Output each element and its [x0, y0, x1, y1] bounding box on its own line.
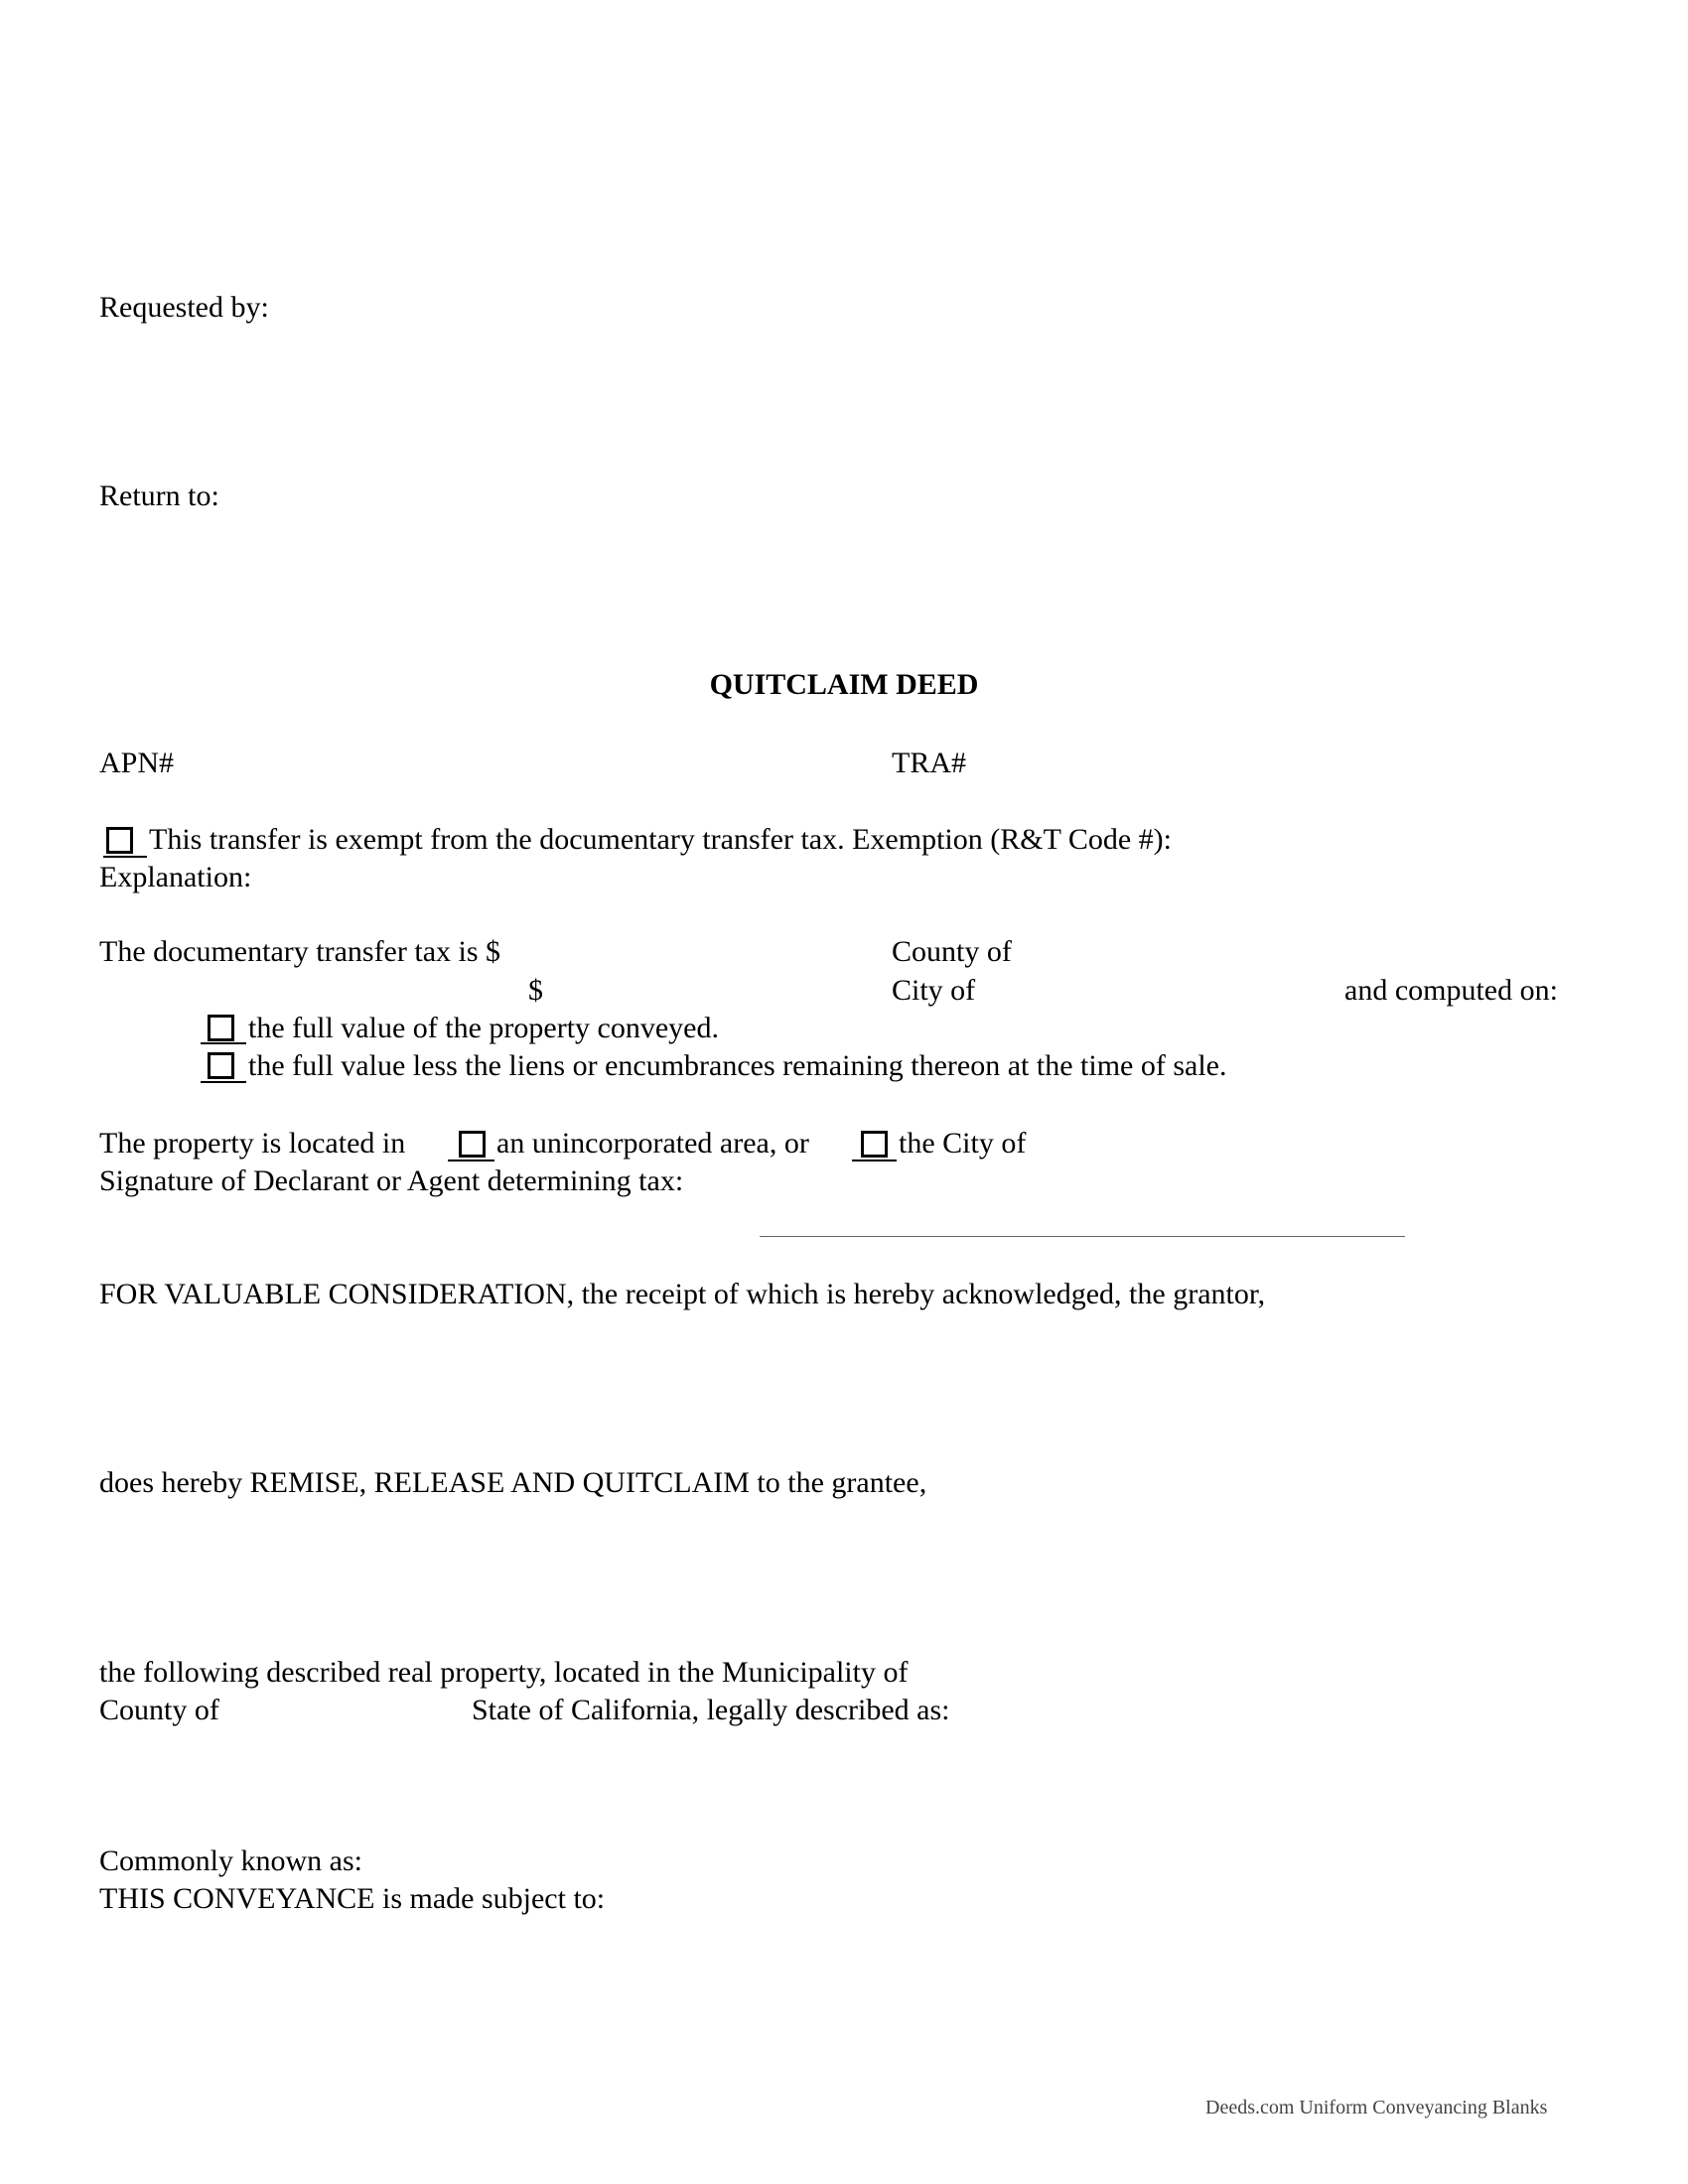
- subject-to-label: THIS CONVEYANCE is made subject to:: [99, 1882, 606, 1915]
- less-liens-checkbox[interactable]: [208, 1052, 234, 1079]
- exemption-text: This transfer is exempt from the documentary transfer tax. Exemption (R&T Code #):: [149, 823, 1173, 856]
- apn-label: APN#: [99, 747, 175, 779]
- city-checkbox[interactable]: [861, 1131, 888, 1158]
- state-text: State of California, legally described as:: [472, 1694, 950, 1726]
- remise-text: does hereby REMISE, RELEASE AND QUITCLAIM to the grantee,: [99, 1466, 927, 1499]
- location-prefix: The property is located in: [99, 1127, 406, 1160]
- city-of-label: City of: [892, 974, 976, 1007]
- less-liens-checkbox-underline: [201, 1081, 246, 1083]
- full-value-option: the full value of the property conveyed.: [248, 1012, 719, 1044]
- requested-by-label: Requested by:: [99, 291, 269, 324]
- property-location-text: the following described real property, located in the Municipality of: [99, 1656, 909, 1689]
- page-title: QUITCLAIM DEED: [709, 668, 979, 701]
- city-checkbox-underline: [852, 1160, 897, 1161]
- property-county-label: County of: [99, 1694, 219, 1726]
- signature-label: Signature of Declarant or Agent determining tax:: [99, 1164, 684, 1197]
- signature-line[interactable]: [760, 1236, 1405, 1237]
- less-liens-option: the full value less the liens or encumbrances remaining thereon at the time of sale.: [248, 1049, 1227, 1082]
- tax-amount-label: The documentary transfer tax is $: [99, 935, 501, 968]
- exemption-checkbox[interactable]: [106, 827, 133, 854]
- unincorporated-option: an unincorporated area, or: [496, 1127, 809, 1160]
- unincorporated-checkbox[interactable]: [459, 1131, 486, 1158]
- full-value-checkbox[interactable]: [208, 1015, 234, 1041]
- exemption-checkbox-underline: [103, 856, 147, 858]
- county-of-label: County of: [892, 935, 1012, 968]
- unincorporated-checkbox-underline: [448, 1160, 494, 1161]
- tax-amount-city-dollar: $: [528, 974, 543, 1007]
- full-value-checkbox-underline: [201, 1042, 246, 1044]
- footer-text: Deeds.com Uniform Conveyancing Blanks: [1205, 2097, 1548, 2118]
- consideration-text: FOR VALUABLE CONSIDERATION, the receipt of which is hereby acknowledged, the grantor,: [99, 1278, 1266, 1310]
- return-to-label: Return to:: [99, 479, 219, 512]
- computed-on-label: and computed on:: [1344, 974, 1558, 1007]
- city-option: the City of: [899, 1127, 1027, 1160]
- commonly-known-label: Commonly known as:: [99, 1844, 363, 1877]
- tra-label: TRA#: [892, 747, 966, 779]
- explanation-label: Explanation:: [99, 861, 252, 893]
